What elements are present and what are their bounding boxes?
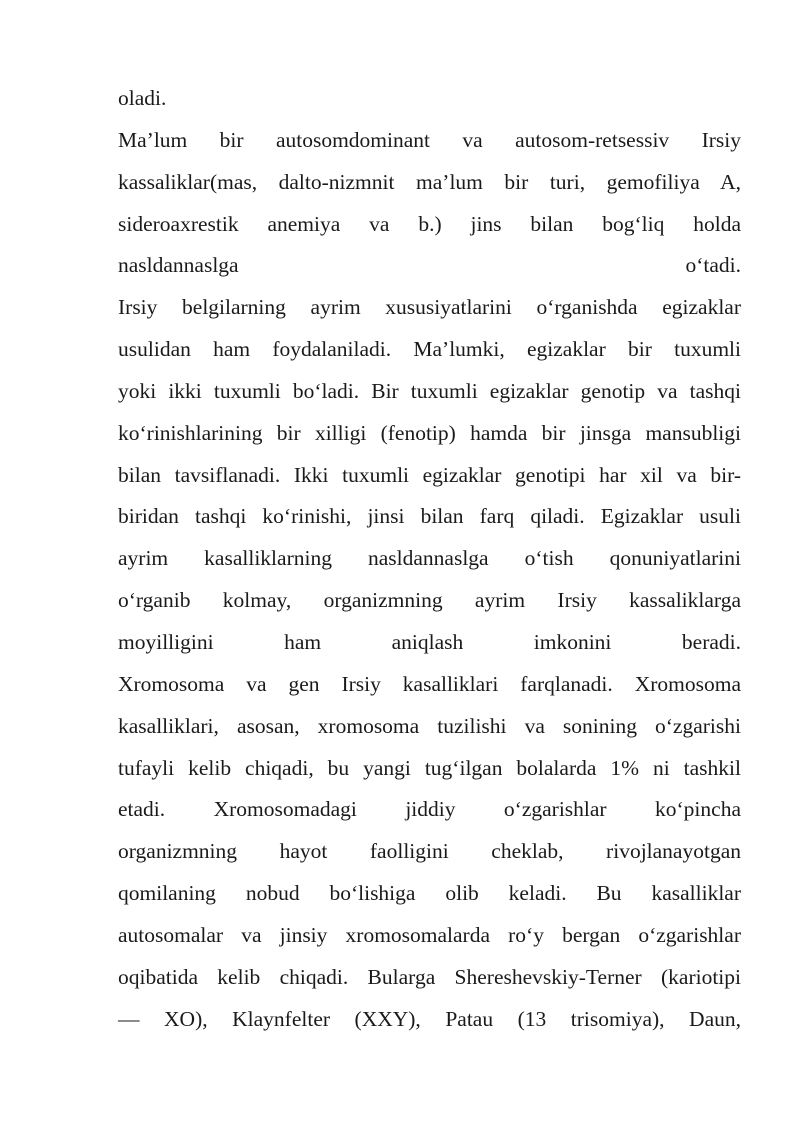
text-line: bilan tavsiflanadi. Ikki tuxumli egizaklar genotipi har xil va bir- <box>118 462 741 487</box>
text-line: tufayli kelib chiqadi, bu yangi tug‘ilgan bolalarda 1% ni tashkil <box>118 755 741 780</box>
text-line: Irsiy belgilarning ayrim xususiyatlarini o‘rganishda egizaklar <box>118 295 741 320</box>
document-body <box>118 78 741 1040</box>
text-line: ko‘rinishlarining bir xilligi (fenotip) hamda bir jinsga mansubligi <box>118 420 741 445</box>
text-line: yoki ikki tuxumli bo‘ladi. Bir tuxumli egizaklar genotip va tashqi <box>118 378 741 403</box>
text-line: oqibatida kelib chiqadi. Bularga Shereshevskiy-Terner (kariotipi <box>118 964 741 989</box>
text-line: ayrim kasalliklarning nasldannaslga o‘tish qonuniyatlarini <box>118 546 741 571</box>
text-line: nasldannaslga o‘tadi. <box>118 253 741 278</box>
text-line: oladi. <box>118 86 167 110</box>
text-line: autosomalar va jinsiy xromosomalarda ro‘y bergan o‘zgarishlar <box>118 922 741 947</box>
text-line: Xromosoma va gen Irsiy kasalliklari farqlanadi. Xromosoma <box>118 671 741 696</box>
text-line: sideroaxrestik anemiya va b.) jins bilan bog‘liq holda <box>118 211 741 236</box>
text-line: o‘rganib kolmay, organizmning ayrim Irsiy kassaliklarga <box>118 588 741 613</box>
text-line: Ma’lum bir autosomdominant va autosom-retsessiv Irsiy <box>118 127 741 152</box>
text-line: moyilligini ham aniqlash imkonini beradi. <box>118 629 741 654</box>
text-line: usulidan ham foydalaniladi. Ma’lumki, egizaklar bir tuxumli <box>118 337 741 362</box>
text-line: etadi. Xromosomadagi jiddiy o‘zgarishlar ko‘pincha <box>118 797 741 822</box>
text-line: kasalliklari, asosan, xromosoma tuzilishi va sonining o‘zgarishi <box>118 713 741 738</box>
text-line: qomilaning nobud bo‘lishiga olib keladi. Bu kasalliklar <box>118 881 741 906</box>
text-line: organizmning hayot faolligini cheklab, rivojlanayotgan <box>118 839 741 864</box>
text-line: — XO), Klaynfelter (XXY), Patau (13 trisomiya), Daun, <box>118 1006 741 1031</box>
text-line: kassaliklar(mas, dalto-nizmnit ma’lum bir turi, gemofiliya A, <box>118 169 741 194</box>
text-line: biridan tashqi ko‘rinishi, jinsi bilan farq qiladi. Egizaklar usuli <box>118 504 741 529</box>
